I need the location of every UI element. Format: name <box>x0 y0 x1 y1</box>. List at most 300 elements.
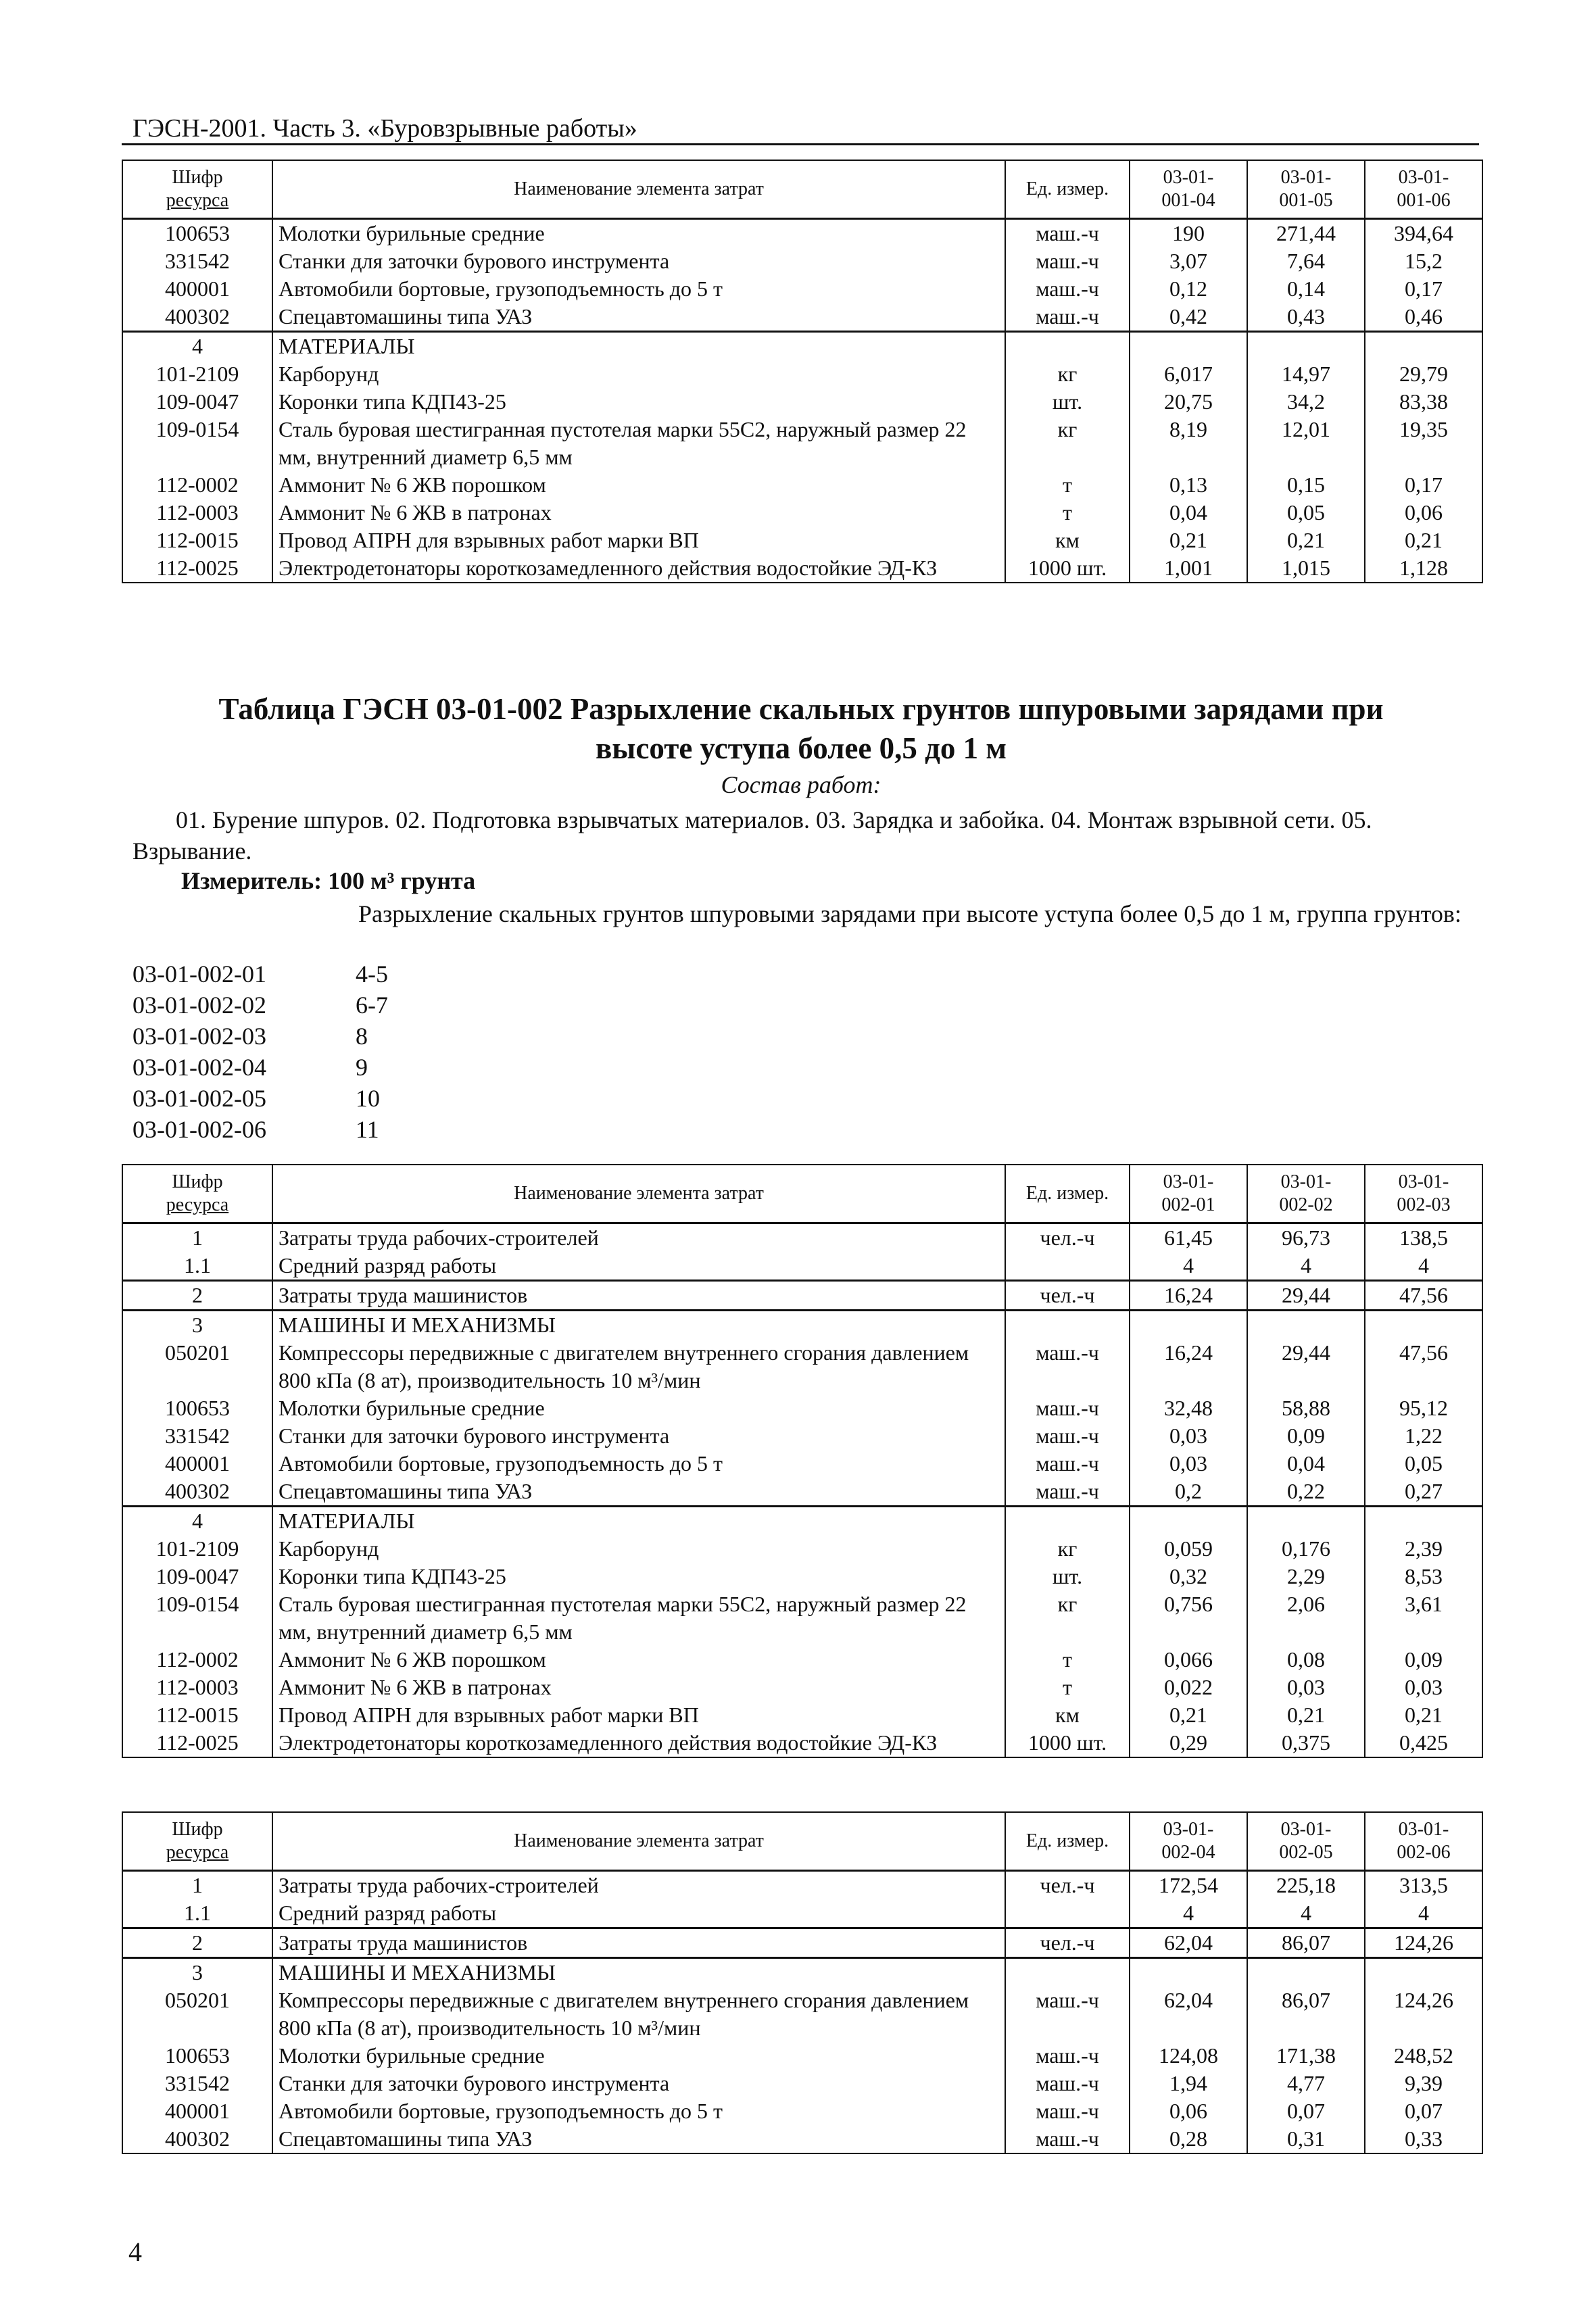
cost-element-name: Затраты труда рабочих-строителей <box>272 1223 1005 1252</box>
resource-code: 3 <box>122 1958 272 1987</box>
norm-value: 0,05 <box>1247 499 1365 527</box>
table-row <box>122 1422 1482 1450</box>
norm-value: 62,04 <box>1130 1928 1247 1958</box>
norm-value: 3,07 <box>1130 247 1247 275</box>
resource-code: 050201 <box>122 1339 272 1394</box>
norm-value: 29,44 <box>1247 1281 1365 1311</box>
norm-value: 124,26 <box>1365 1928 1482 1958</box>
cost-element-name: Молотки бурильные средние <box>272 1394 1005 1422</box>
resource-code: 2 <box>122 1928 272 1958</box>
norm-value: 0,059 <box>1130 1535 1247 1563</box>
resource-code: 109-0047 <box>122 1563 272 1590</box>
norm-value: 34,2 <box>1247 388 1365 416</box>
norm-value: 4 <box>1247 1899 1365 1928</box>
resource-code: 400302 <box>122 2125 272 2153</box>
norm-value: 271,44 <box>1247 219 1365 248</box>
table-row <box>122 1394 1482 1422</box>
norm-value: 124,26 <box>1365 1987 1482 2042</box>
table-body <box>122 1871 1482 2154</box>
resource-code: 109-0047 <box>122 388 272 416</box>
resource-code: 100653 <box>122 219 272 248</box>
cost-element-name: Сталь буровая шестигранная пустотелая марки 55С2, наружный размер 22 мм, внутренний диаметр 6,5 мм <box>272 416 1005 471</box>
table-row <box>122 1281 1482 1311</box>
norm-value: 4 <box>1365 1899 1482 1928</box>
norm-value: 394,64 <box>1365 219 1482 248</box>
col-norm-header: 03-01- 002-06 <box>1365 1812 1482 1871</box>
table-row <box>122 1450 1482 1478</box>
table-row <box>122 360 1482 388</box>
col-name-header: Наименование элемента затрат <box>272 160 1005 219</box>
unit: маш.-ч <box>1005 275 1130 303</box>
norm-value: 58,88 <box>1247 1394 1365 1422</box>
table-row <box>122 219 1482 248</box>
norm-value: 0,375 <box>1247 1729 1365 1757</box>
resource-code: 400001 <box>122 2097 272 2125</box>
resource-code: 1.1 <box>122 1252 272 1281</box>
norm-value: 313,5 <box>1365 1871 1482 1900</box>
unit: т <box>1005 1646 1130 1674</box>
unit: чел.-ч <box>1005 1281 1130 1311</box>
table-header-row <box>122 160 1482 219</box>
norm-value: 0,14 <box>1247 275 1365 303</box>
section-title-line: высоте уступа более 0,5 до 1 м <box>595 731 1007 765</box>
table-row <box>122 1729 1482 1757</box>
unit: т <box>1005 1674 1130 1701</box>
resource-code: 112-0025 <box>122 554 272 583</box>
norm-value: 15,2 <box>1365 247 1482 275</box>
norm-value: 14,97 <box>1247 360 1365 388</box>
norm-value: 0,21 <box>1130 1701 1247 1729</box>
cost-element-name: Автомобили бортовые, грузоподъемность до 5 т <box>272 2097 1005 2125</box>
norm-value: 4 <box>1130 1252 1247 1281</box>
norm-value: 0,32 <box>1130 1563 1247 1590</box>
table-row <box>122 275 1482 303</box>
header-rule <box>122 143 1479 145</box>
norm-code-row <box>132 1021 388 1052</box>
cost-element-name: Аммонит № 6 ЖВ порошком <box>272 1646 1005 1674</box>
unit <box>1005 1311 1130 1340</box>
norm-value <box>1130 1507 1247 1536</box>
cost-element-name: Карборунд <box>272 360 1005 388</box>
table-row <box>122 1252 1482 1281</box>
resource-code: 112-0025 <box>122 1729 272 1757</box>
col-norm-header: 03-01- 001-06 <box>1365 160 1482 219</box>
resource-code: 4 <box>122 1507 272 1536</box>
table-body <box>122 1223 1482 1758</box>
table-row <box>122 1590 1482 1646</box>
resource-code: 400001 <box>122 1450 272 1478</box>
norm-value: 0,17 <box>1365 275 1482 303</box>
soil-group: 9 <box>356 1054 368 1081</box>
norm-value: 0,21 <box>1247 1701 1365 1729</box>
norm-value: 0,03 <box>1247 1674 1365 1701</box>
unit: маш.-ч <box>1005 247 1130 275</box>
table-header-row <box>122 1812 1482 1871</box>
col-norm-header: 03-01- 002-02 <box>1247 1165 1365 1223</box>
norm-value: 0,06 <box>1130 2097 1247 2125</box>
norm-value <box>1130 1311 1247 1340</box>
cost-element-name: Автомобили бортовые, грузоподъемность до 5 т <box>272 275 1005 303</box>
resource-code: 109-0154 <box>122 1590 272 1646</box>
cost-element-name: Коронки типа КДП43-25 <box>272 388 1005 416</box>
norm-value: 20,75 <box>1130 388 1247 416</box>
norm-value: 7,64 <box>1247 247 1365 275</box>
norm-value: 0,04 <box>1247 1450 1365 1478</box>
norm-value: 0,022 <box>1130 1674 1247 1701</box>
norm-code-row <box>132 1052 388 1083</box>
norm-value: 0,31 <box>1247 2125 1365 2153</box>
cost-element-name: Средний разряд работы <box>272 1252 1005 1281</box>
resource-code: 100653 <box>122 1394 272 1422</box>
page-header: ГЭСН-2001. Часть 3. «Буровзрывные работы» <box>132 114 637 143</box>
table-row <box>122 1646 1482 1674</box>
unit: маш.-ч <box>1005 1987 1130 2042</box>
unit <box>1005 1958 1130 1987</box>
resource-code: 100653 <box>122 2042 272 2070</box>
resource-code: 112-0015 <box>122 527 272 554</box>
table-row <box>122 1928 1482 1958</box>
unit: шт. <box>1005 1563 1130 1590</box>
norm-value: 4 <box>1247 1252 1365 1281</box>
norm-value: 0,33 <box>1365 2125 1482 2153</box>
norm-value <box>1247 1311 1365 1340</box>
unit: кг <box>1005 1535 1130 1563</box>
norm-value <box>1365 1311 1482 1340</box>
table-row <box>122 416 1482 471</box>
norm-value: 95,12 <box>1365 1394 1482 1422</box>
col-name-header: Наименование элемента затрат <box>272 1812 1005 1871</box>
cost-element-name: Провод АПРН для взрывных работ марки ВП <box>272 527 1005 554</box>
norm-value <box>1130 1958 1247 1987</box>
norm-value: 171,38 <box>1247 2042 1365 2070</box>
soil-group: 6-7 <box>356 992 388 1019</box>
resource-code: 112-0002 <box>122 1646 272 1674</box>
section-title <box>128 689 1474 768</box>
resource-code: 1 <box>122 1871 272 1900</box>
norm-value: 138,5 <box>1365 1223 1482 1252</box>
resource-code: 331542 <box>122 1422 272 1450</box>
table-row <box>122 1478 1482 1507</box>
col-norm-header: 03-01- 002-03 <box>1365 1165 1482 1223</box>
norm-value: 1,94 <box>1130 2070 1247 2097</box>
resource-code: 400302 <box>122 1478 272 1507</box>
soil-group: 10 <box>356 1085 380 1112</box>
norm-value: 0,15 <box>1247 471 1365 499</box>
norm-value: 172,54 <box>1130 1871 1247 1900</box>
norm-value: 47,56 <box>1365 1339 1482 1394</box>
norm-value: 4,77 <box>1247 2070 1365 2097</box>
cost-element-name: Провод АПРН для взрывных работ марки ВП <box>272 1701 1005 1729</box>
norm-value <box>1130 332 1247 361</box>
cost-element-name: Молотки бурильные средние <box>272 2042 1005 2070</box>
table-row <box>122 1563 1482 1590</box>
norm-value: 61,45 <box>1130 1223 1247 1252</box>
unit: маш.-ч <box>1005 2042 1130 2070</box>
table-row <box>122 1987 1482 2042</box>
norm-value <box>1247 1507 1365 1536</box>
norm-value: 0,07 <box>1247 2097 1365 2125</box>
cost-element-name: Электродетонаторы короткозамедленного действия водостойкие ЭД-КЗ <box>272 1729 1005 1757</box>
measure-unit: Измеритель: 100 м³ грунта <box>181 867 476 894</box>
norm-value: 0,06 <box>1365 499 1482 527</box>
cost-element-name: Затраты труда машинистов <box>272 1281 1005 1311</box>
norm-code: 03-01-002-04 <box>132 1054 266 1081</box>
norm-value: 0,066 <box>1130 1646 1247 1674</box>
col-code-header: Шифр ресурса <box>122 1812 272 1871</box>
cost-element-name: Сталь буровая шестигранная пустотелая марки 55С2, наружный размер 22 мм, внутренний диаметр 6,5 мм <box>272 1590 1005 1646</box>
norm-value: 1,22 <box>1365 1422 1482 1450</box>
norm-value: 2,06 <box>1247 1590 1365 1646</box>
unit <box>1005 332 1130 361</box>
resource-code: 101-2109 <box>122 1535 272 1563</box>
norm-value: 86,07 <box>1247 1987 1365 2042</box>
resource-code: 1.1 <box>122 1899 272 1928</box>
cost-element-name: Станки для заточки бурового инструмента <box>272 2070 1005 2097</box>
cost-element-name: Средний разряд работы <box>272 1899 1005 1928</box>
resource-code: 2 <box>122 1281 272 1311</box>
table-row <box>122 332 1482 361</box>
norm-value: 0,13 <box>1130 471 1247 499</box>
section-title-line: Таблица ГЭСН 03-01-002 Разрыхление скальных грунтов шпуровыми зарядами при <box>218 692 1384 726</box>
norm-code: 03-01-002-05 <box>132 1085 266 1112</box>
norm-value: 29,44 <box>1247 1339 1365 1394</box>
resource-code: 3 <box>122 1311 272 1340</box>
cost-element-name: Автомобили бортовые, грузоподъемность до 5 т <box>272 1450 1005 1478</box>
col-unit-header: Ед. измер. <box>1005 160 1130 219</box>
table-row <box>122 1311 1482 1340</box>
unit: маш.-ч <box>1005 219 1130 248</box>
norm-value: 62,04 <box>1130 1987 1247 2042</box>
unit <box>1005 1252 1130 1281</box>
norm-value: 0,425 <box>1365 1729 1482 1757</box>
norm-value: 190 <box>1130 219 1247 248</box>
composition-label: Состав работ: <box>721 771 881 798</box>
resource-code: 400001 <box>122 275 272 303</box>
table-row <box>122 303 1482 332</box>
table-row <box>122 1674 1482 1701</box>
norm-description: Разрыхление скальных грунтов шпуровыми зарядами при высоте уступа более 0,5 до 1 м, группа грунтов: <box>358 900 1461 927</box>
resource-code: 112-0002 <box>122 471 272 499</box>
resource-code: 050201 <box>122 1987 272 2042</box>
cost-element-name: Спецавтомашины типа УАЗ <box>272 2125 1005 2153</box>
norm-value: 0,09 <box>1365 1646 1482 1674</box>
unit: маш.-ч <box>1005 2097 1130 2125</box>
col-norm-header: 03-01- 002-01 <box>1130 1165 1247 1223</box>
composition-text: 01. Бурение шпуров. 02. Подготовка взрывчатых материалов. 03. Зарядка и забойка. 04. Монтаж взрывной сети. 05. Взрывание. <box>132 806 1372 864</box>
norm-value: 29,79 <box>1365 360 1482 388</box>
norm-code: 03-01-002-02 <box>132 992 266 1019</box>
resource-code: 331542 <box>122 247 272 275</box>
cost-element-name: Карборунд <box>272 1535 1005 1563</box>
norm-code-row <box>132 1114 388 1145</box>
unit <box>1005 1899 1130 1928</box>
norm-value: 0,756 <box>1130 1590 1247 1646</box>
norm-value: 86,07 <box>1247 1928 1365 1958</box>
norm-value: 0,21 <box>1247 527 1365 554</box>
norm-value: 96,73 <box>1247 1223 1365 1252</box>
norm-value: 9,39 <box>1365 2070 1482 2097</box>
unit: маш.-ч <box>1005 2125 1130 2153</box>
norm-value: 1,015 <box>1247 554 1365 583</box>
cost-element-name: Спецавтомашины типа УАЗ <box>272 303 1005 332</box>
col-code-header: Шифр ресурса <box>122 160 272 219</box>
table-row <box>122 1899 1482 1928</box>
norm-value <box>1365 332 1482 361</box>
table-row <box>122 1535 1482 1563</box>
norm-value: 0,03 <box>1130 1450 1247 1478</box>
norm-code-row <box>132 990 388 1021</box>
unit: маш.-ч <box>1005 1394 1130 1422</box>
cost-element-name: Коронки типа КДП43-25 <box>272 1563 1005 1590</box>
cost-element-name: МАТЕРИАЛЫ <box>272 1507 1005 1536</box>
cost-element-name: Аммонит № 6 ЖВ порошком <box>272 471 1005 499</box>
resource-code: 112-0015 <box>122 1701 272 1729</box>
col-norm-header: 03-01- 001-04 <box>1130 160 1247 219</box>
norm-value: 0,21 <box>1365 1701 1482 1729</box>
cost-element-name: Аммонит № 6 ЖВ в патронах <box>272 499 1005 527</box>
norm-value <box>1365 1507 1482 1536</box>
cost-element-name: Станки для заточки бурового инструмента <box>272 1422 1005 1450</box>
norm-code: 03-01-002-06 <box>132 1116 266 1143</box>
unit: маш.-ч <box>1005 1422 1130 1450</box>
unit: кг <box>1005 360 1130 388</box>
soil-group: 11 <box>356 1116 379 1143</box>
norm-value: 0,27 <box>1365 1478 1482 1507</box>
table-row <box>122 2070 1482 2097</box>
cost-element-name: Компрессоры передвижные с двигателем внутреннего сгорания давлением 800 кПа (8 ат), производительность 10 м³/мин <box>272 1987 1005 2042</box>
norm-code-row <box>132 958 388 990</box>
table-row <box>122 1701 1482 1729</box>
table-row <box>122 1507 1482 1536</box>
norm-value: 0,42 <box>1130 303 1247 332</box>
col-name-header: Наименование элемента затрат <box>272 1165 1005 1223</box>
soil-group: 4-5 <box>356 960 388 988</box>
col-norm-header: 03-01- 002-04 <box>1130 1812 1247 1871</box>
norm-value: 4 <box>1365 1252 1482 1281</box>
unit: кг <box>1005 416 1130 471</box>
norm-value: 0,21 <box>1365 527 1482 554</box>
norm-value: 0,12 <box>1130 275 1247 303</box>
norm-value: 8,53 <box>1365 1563 1482 1590</box>
unit: маш.-ч <box>1005 303 1130 332</box>
norm-value: 0,04 <box>1130 499 1247 527</box>
cost-element-name: Компрессоры передвижные с двигателем внутреннего сгорания давлением 800 кПа (8 ат), производительность 10 м³/мин <box>272 1339 1005 1394</box>
col-code-header: Шифр ресурса <box>122 1165 272 1223</box>
unit: шт. <box>1005 388 1130 416</box>
norm-value: 0,03 <box>1365 1674 1482 1701</box>
unit: маш.-ч <box>1005 1450 1130 1478</box>
table-row <box>122 2042 1482 2070</box>
norm-value: 1,001 <box>1130 554 1247 583</box>
table-norms-002-b <box>122 1811 1483 2154</box>
table-row <box>122 1223 1482 1252</box>
unit: кг <box>1005 1590 1130 1646</box>
unit: км <box>1005 527 1130 554</box>
resource-code: 1 <box>122 1223 272 1252</box>
table-row <box>122 499 1482 527</box>
col-norm-header: 03-01- 001-05 <box>1247 160 1365 219</box>
norm-value: 47,56 <box>1365 1281 1482 1311</box>
norm-value: 0,43 <box>1247 303 1365 332</box>
norm-value: 0,2 <box>1130 1478 1247 1507</box>
table-row <box>122 2125 1482 2153</box>
table-row <box>122 1871 1482 1900</box>
table-norms-001 <box>122 160 1483 583</box>
unit: 1000 шт. <box>1005 1729 1130 1757</box>
norm-value: 124,08 <box>1130 2042 1247 2070</box>
cost-element-name: Электродетонаторы короткозамедленного действия водостойкие ЭД-КЗ <box>272 554 1005 583</box>
resource-code: 331542 <box>122 2070 272 2097</box>
norm-value: 0,28 <box>1130 2125 1247 2153</box>
norm-value: 32,48 <box>1130 1394 1247 1422</box>
col-unit-header: Ед. измер. <box>1005 1812 1130 1871</box>
norm-value: 6,017 <box>1130 360 1247 388</box>
table-row <box>122 388 1482 416</box>
norm-value: 0,05 <box>1365 1450 1482 1478</box>
norm-value <box>1365 1958 1482 1987</box>
norm-value: 3,61 <box>1365 1590 1482 1646</box>
norm-value: 248,52 <box>1365 2042 1482 2070</box>
soil-group: 8 <box>356 1023 368 1050</box>
cost-element-name: Затраты труда рабочих-строителей <box>272 1871 1005 1900</box>
norm-value: 4 <box>1130 1899 1247 1928</box>
norm-value: 0,29 <box>1130 1729 1247 1757</box>
resource-code: 112-0003 <box>122 499 272 527</box>
table-header-row <box>122 1165 1482 1223</box>
table-body <box>122 219 1482 583</box>
norm-value: 0,21 <box>1130 527 1247 554</box>
unit: маш.-ч <box>1005 1339 1130 1394</box>
norm-code: 03-01-002-01 <box>132 960 266 988</box>
cost-element-name: Аммонит № 6 ЖВ в патронах <box>272 1674 1005 1701</box>
unit <box>1005 1507 1130 1536</box>
norm-value: 0,07 <box>1365 2097 1482 2125</box>
unit: маш.-ч <box>1005 1478 1130 1507</box>
norm-value: 1,128 <box>1365 554 1482 583</box>
norm-value <box>1247 1958 1365 1987</box>
cost-element-name: Затраты труда машинистов <box>272 1928 1005 1958</box>
norm-value: 0,17 <box>1365 471 1482 499</box>
cost-element-name: МАШИНЫ И МЕХАНИЗМЫ <box>272 1311 1005 1340</box>
table-row <box>122 471 1482 499</box>
cost-element-name: Молотки бурильные средние <box>272 219 1005 248</box>
norm-value: 0,03 <box>1130 1422 1247 1450</box>
unit: чел.-ч <box>1005 1928 1130 1958</box>
table-row <box>122 1958 1482 1987</box>
norm-value: 0,09 <box>1247 1422 1365 1450</box>
resource-code: 101-2109 <box>122 360 272 388</box>
unit: т <box>1005 499 1130 527</box>
table-row <box>122 2097 1482 2125</box>
norm-value: 0,22 <box>1247 1478 1365 1507</box>
table-row <box>122 247 1482 275</box>
norm-value: 2,39 <box>1365 1535 1482 1563</box>
norm-value: 225,18 <box>1247 1871 1365 1900</box>
norm-value: 8,19 <box>1130 416 1247 471</box>
table-norms-002-a <box>122 1164 1483 1758</box>
resource-code: 112-0003 <box>122 1674 272 1701</box>
norm-value: 83,38 <box>1365 388 1482 416</box>
unit: маш.-ч <box>1005 2070 1130 2097</box>
norm-value: 2,29 <box>1247 1563 1365 1590</box>
cost-element-name: МАШИНЫ И МЕХАНИЗМЫ <box>272 1958 1005 1987</box>
col-norm-header: 03-01- 002-05 <box>1247 1812 1365 1871</box>
table-row <box>122 1339 1482 1394</box>
table-row <box>122 554 1482 583</box>
norm-codes-list <box>132 958 388 1145</box>
resource-code: 400302 <box>122 303 272 332</box>
norm-value <box>1247 332 1365 361</box>
